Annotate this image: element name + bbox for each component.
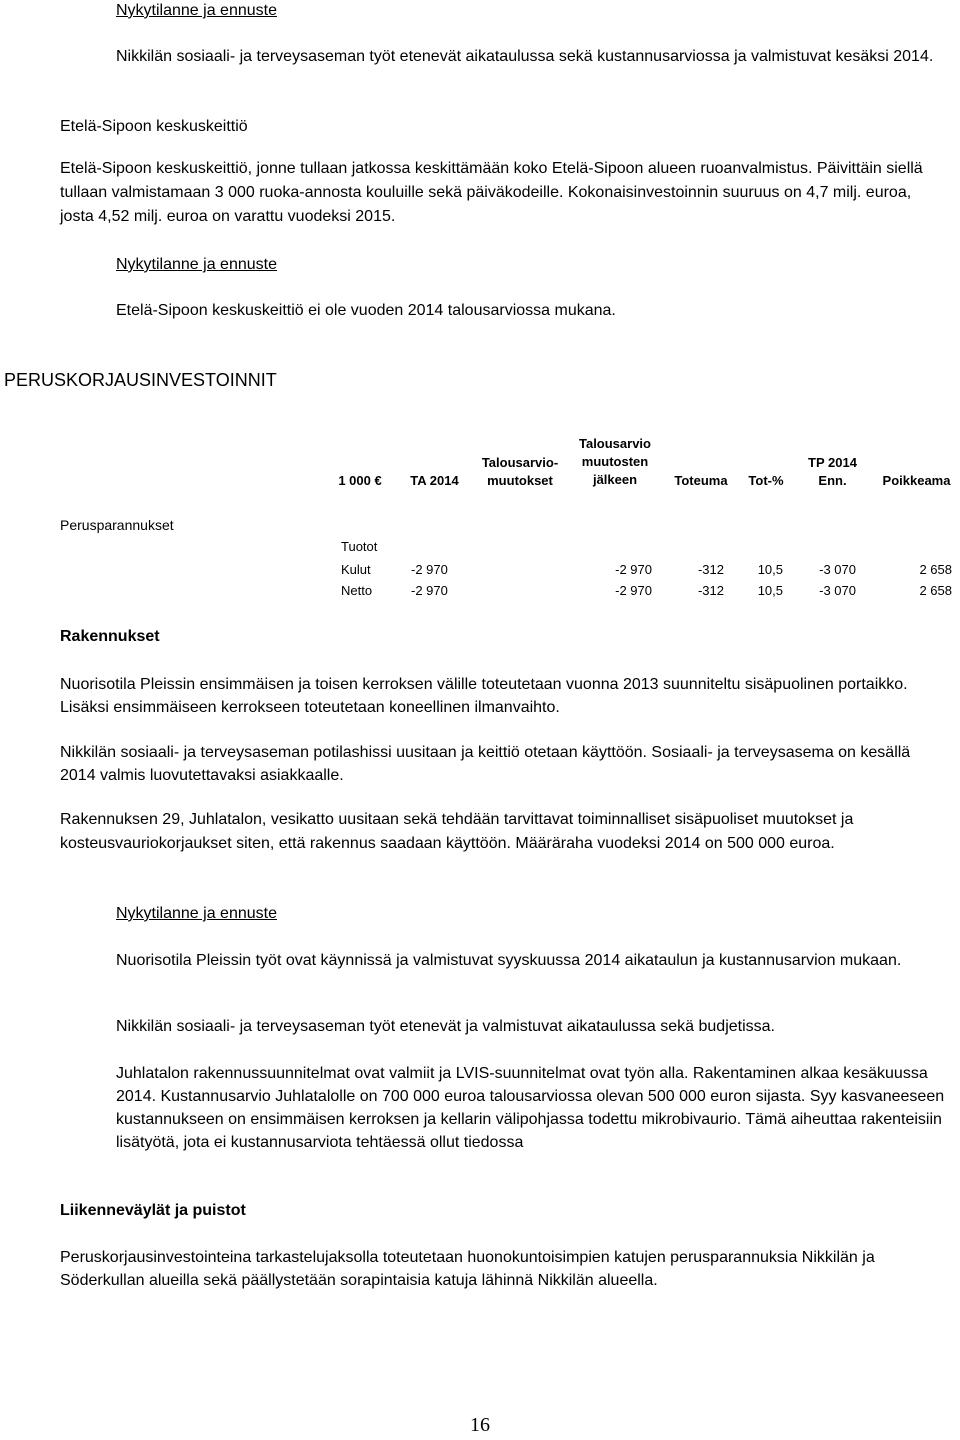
status-heading-1: Nykytilanne ja ennuste (116, 2, 277, 19)
status-text-1: Nikkilän sosiaali- ja terveysaseman työt etenevät aikataulussa sekä kustannusarviossa ja valmistuvat kesäksi 2014. (116, 48, 934, 65)
header-tp2014: TP 2014 Enn. (808, 455, 857, 488)
row-label: Netto (341, 583, 373, 598)
cell-tp: -3 070 (819, 562, 856, 577)
cell-pct: 10,5 (757, 562, 783, 577)
cell-poik: 2 658 (919, 583, 952, 598)
cell-after: -2 970 (615, 562, 652, 577)
section-title: PERUSKORJAUSINVESTOINNIT (4, 370, 277, 390)
kitchen-text: Etelä-Sipoon keskuskeittiö, jonne tullaan jatkossa keskittämään koko Etelä-Sipoon alueen ruoanvalmistus. Päivittäin siellä tullaan valmistamaan 3 000 ruoka-annosta kouluille sekä päiväkodeille. Kokonaisinvestoinnin suuruus on 4,7 milj. euroa, josta 4,52 milj. euroa on varattu vuodeksi 2015. (60, 160, 923, 225)
row-label: Kulut (341, 562, 371, 577)
buildings-status-heading: Nykytilanne ja ennuste (116, 905, 277, 922)
header-tot-pct: Tot-% (748, 473, 784, 488)
header-poikkeama: Poikkeama (882, 473, 951, 488)
cell-toteuma: -312 (697, 583, 724, 598)
cell-ta2014: -2 970 (411, 562, 448, 577)
kitchen-status-text: Etelä-Sipoon keskuskeittiö ei ole vuoden 2014 talousarviossa mukana. (116, 302, 616, 319)
header-ta-changes: Talousarvio- muutokset (481, 455, 559, 488)
buildings-paragraph-1: Nuorisotila Pleissin ensimmäisen ja toisen kerroksen välille toteutetaan vuonna 2013 suunniteltu sisäpuolinen portaikko. Lisäksi ensimmäiseen kerrokseen toteutetaan koneellinen ilmanvaihto. (60, 676, 908, 716)
group-label: Perusparannukset (60, 517, 174, 533)
roads-text: Peruskorjausinvestointeina tarkastelujaksolla toteutetaan huonokuntoisimpien katujen perusparannuksia Nikkilän ja Söderkullan alueilla sekä päällystetään sorapintaisia katuja lähinnä Nikkilän alueella. (60, 1249, 875, 1289)
roads-heading: Liikenneväylät ja puistot (60, 1202, 246, 1219)
header-ta-after: Talousarvio muutosten jälkeen (578, 436, 651, 487)
buildings-status-2: Nikkilän sosiaali- ja terveysaseman työt etenevät ja valmistuvat aikataulussa sekä budjetissa. (116, 1018, 775, 1035)
kitchen-status-heading: Nykytilanne ja ennuste (116, 256, 277, 273)
cell-pct: 10,5 (757, 583, 783, 598)
cell-poik: 2 658 (919, 562, 952, 577)
header-unit: 1 000 € (338, 473, 382, 488)
cell-after: -2 970 (615, 583, 652, 598)
page-number: 16 (470, 1414, 490, 1436)
cell-ta2014: -2 970 (411, 583, 448, 598)
buildings-paragraph-3: Rakennuksen 29, Juhlatalon, vesikatto uusitaan sekä tehdään tarvittavat toiminnalliset sisäpuoliset muutokset ja kosteusvauriokorjaukset siten, että rakennus saadaan käyttöön. Määräraha vuodeksi 2014 on 500 000 euroa. (60, 811, 854, 852)
buildings-paragraph-2: Nikkilän sosiaali- ja terveysaseman potilashissi uusitaan ja keittiö otetaan käyttöön. Sosiaali- ja terveysasema on kesällä 2014 valmis luovutettavaksi asiakkaalle. (60, 744, 911, 784)
cell-tp: -3 070 (819, 583, 856, 598)
row-label: Tuotot (341, 539, 378, 554)
kitchen-heading: Etelä-Sipoon keskuskeittiö (60, 118, 248, 135)
cell-toteuma: -312 (697, 562, 724, 577)
buildings-heading: Rakennukset (60, 628, 160, 645)
buildings-status-3: Juhlatalon rakennussuunnitelmat ovat valmiit ja LVIS-suunnitelmat ovat työn alla. Rakentaminen alkaa kesäkuussa 2014. Kustannusarvio Juhlatalolle on 700 000 euroa talousarviossa olevan 500 000 euron sijasta. Syy kasvaneeseen kustannukseen on ensimmäisen kerroksen ja kellarin välipohjassa todettu mikrobivaurio. Tämä aiheuttaa rakenteisiin lisätyötä, jota ei kustannusarviota tehtäessä ollut tiedossa (116, 1065, 945, 1151)
buildings-status-1: Nuorisotila Pleissin työt ovat käynnissä ja valmistuvat syyskuussa 2014 aikataulun ja kustannusarvion mukaan. (116, 952, 902, 969)
header-ta2014: TA 2014 (410, 473, 459, 488)
header-toteuma: Toteuma (674, 473, 728, 488)
